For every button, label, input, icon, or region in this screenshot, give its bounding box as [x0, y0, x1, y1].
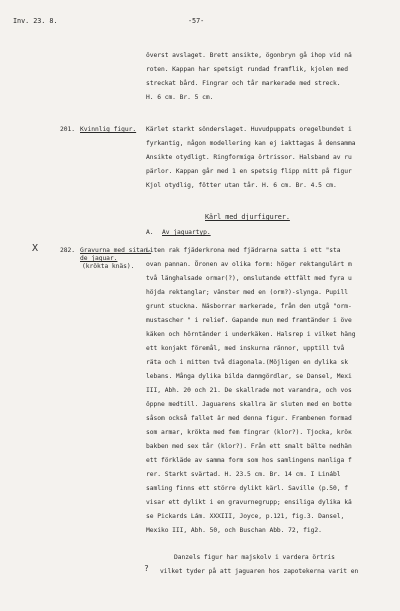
text-line: Danzels figur har majskolv i vardera örtris: [174, 554, 335, 561]
text-line: vilket tyder på att jaguaren hos zapotekerna varit en: [160, 568, 359, 575]
text-line: överst avslaget. Brett ansikte, ögonbryn gå ihop vid nä: [146, 52, 352, 59]
entry-label-note: (kröktа knäs).: [82, 263, 135, 270]
text-line: ett konjakt föremål, med inskurna rännor, upptill två: [146, 345, 345, 352]
text-line: pärlor. Kappan går med 1 en spetsig flipp mitt på figur: [146, 168, 352, 175]
inventory-number: Inv. 23. 8.: [13, 17, 58, 25]
margin-question-mark: ?: [144, 564, 149, 573]
text-line: se Pickards Lám. XXXIII, Joyce, p.121, fig.3. Dansel,: [146, 513, 345, 520]
text-line: käken och hörntänder i underkäken. Halsrep i vilket häng: [146, 331, 356, 338]
text-line: Kjol otydlig, fötter utan tår. H. 6 cm. Br. 4.5 cm.: [146, 182, 337, 189]
text-line: visar ett dylikt i en gravurnegrupp; ensiliga dylika kä: [146, 499, 352, 506]
section-subtitle: Av jaguartyp.: [162, 229, 211, 236]
text-line: Mexiko III, Abh. 50, och Buschan Abb. 72, fig2.: [146, 527, 322, 534]
entry-label: Gravurna med sitan-: [80, 247, 152, 254]
text-line: fyrkantig, någon modellering kan ej iakttagas å densamma: [146, 140, 356, 147]
text-line: ovan pannan. Öronen av olika form: höger rektangulärt m: [146, 261, 352, 268]
text-line: Liten rak fjäderkrona med fjädrarna satta i ett "sta: [146, 247, 341, 254]
text-line: samling finns ett större dylikt kärl. Saville (p.50, f: [146, 485, 349, 492]
page-number: -57-: [188, 17, 205, 25]
text-line: såsom också fallet är med denna figur. Frambenen formad: [146, 415, 352, 422]
text-line: grunt stuckna. Näsborrar markerade, från den utgå "orm-: [146, 303, 352, 310]
text-line: som armar, krökta med fem fingrar (klor?). Tjocka, kröк: [146, 429, 352, 436]
text-line: H. 6 cm. Br. 5 cm.: [146, 94, 214, 101]
text-line: två länghalsade ormar(?), omslutande ettfält med fyra u: [146, 275, 352, 282]
text-line: bakben med sex tår (klor?). Från ett smalt bälte nedhän: [146, 443, 352, 450]
section-title: Kärl med djurfigurer.: [205, 213, 290, 221]
text-line: ett förkläde av samma form som hos samlingens manliga f: [146, 457, 352, 464]
entry-number: 282.: [60, 247, 75, 254]
text-line: mustascher " i relief. Gapande mun med framtänder i öve: [146, 317, 352, 324]
text-line: rer. Starkt svärtad. H. 23.5 cm. Br. 14 cm. I Linábl: [146, 471, 341, 478]
entry-label: de jaguar.: [80, 255, 118, 262]
text-line: III, Abh. 20 och 21. De skallrade mot varandra, och vos: [146, 387, 352, 394]
entry-label: Kvinnlig figur.: [80, 126, 137, 133]
text-line: höjda rektanglar; vänster med en (orm?)-slynga. Pupill: [146, 289, 349, 296]
text-line: roten. Kappan har spetsigt rundad framflik, kjolen med: [146, 66, 349, 73]
section-letter: A.: [146, 229, 154, 236]
margin-mark: X: [32, 243, 39, 254]
text-line: räta och i mitten två diagonala.(Möjligen en dylika sk: [146, 359, 349, 366]
text-line: öppne medtill. Jaguarens skallra är sluten med en botte: [146, 401, 352, 408]
text-line: Ansikte otydligt. Ringformiga örtrissor. Halsband av ru: [146, 154, 352, 161]
text-line: Kärlet starkt sönderslaget. Huvudpuppats oregelbundet i: [146, 126, 352, 133]
text-line: lebans. Många dylika bilda danmgördlar, se Dansel, Mexi: [146, 373, 352, 380]
text-line: streckat bård. Fingrar och tår markerade med streck.: [146, 80, 341, 87]
entry-number: 201.: [60, 126, 75, 133]
